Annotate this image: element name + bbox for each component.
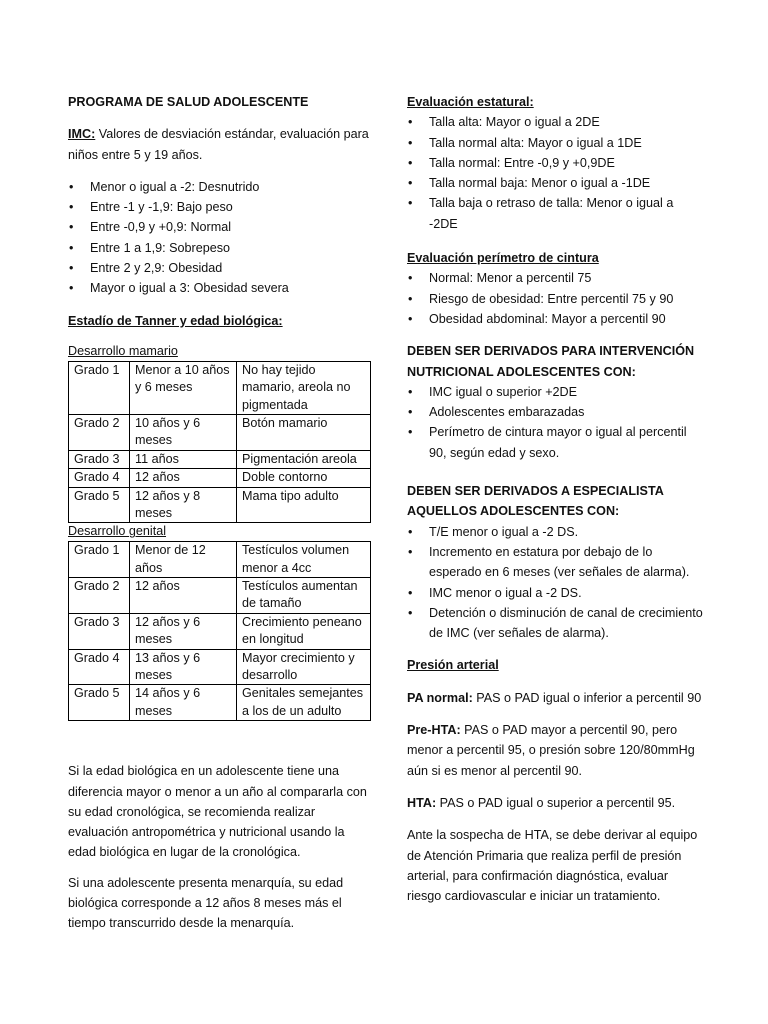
table-cell: Mama tipo adulto xyxy=(237,487,371,523)
presion-heading: Presión arterial xyxy=(407,658,499,673)
table-row xyxy=(69,542,371,578)
table-cell: Menor a 10 años y 6 meses xyxy=(130,361,237,414)
table-cell: Testículos aumentan de tamaño xyxy=(237,578,371,614)
left-column xyxy=(68,92,374,934)
imc-intro xyxy=(68,124,374,165)
hta-derivation-paragraph: Ante la sospecha de HTA, se debe derivar al equipo de Atención Primaria que realiza perfil de presión arterial, para confirmación diagnóstica, evaluar riesgo cardiovascular e iniciar un tratamiento. xyxy=(407,828,698,904)
hta-label: HTA: xyxy=(407,795,437,810)
table-cell: Grado 1 xyxy=(69,542,130,578)
table-row xyxy=(69,613,371,649)
list-item: • Talla baja o retraso de talla: Menor o igual a -2DE xyxy=(407,193,703,234)
table-cell: Grado 3 xyxy=(69,450,130,468)
list-item: • T/E menor o igual a -2 DS. xyxy=(407,522,703,542)
table-cell: Mayor crecimiento y desarrollo xyxy=(237,649,371,685)
imc-label: IMC: xyxy=(68,127,96,142)
table-cell: Grado 2 xyxy=(69,414,130,450)
table-cell: Doble contorno xyxy=(237,469,371,487)
especialista-heading: DEBEN SER DERIVADOS A ESPECIALISTA AQUELLOS ADOLESCENTES CON: xyxy=(407,484,664,519)
genital-caption: Desarrollo genital xyxy=(68,524,167,539)
prehta-label: Pre-HTA: xyxy=(407,723,461,738)
table-cell: Grado 5 xyxy=(69,685,130,721)
mamario-table xyxy=(68,361,371,524)
table-cell: 10 años y 6 meses xyxy=(130,414,237,450)
list-item: • Menor o igual a -2: Desnutrido xyxy=(68,177,374,197)
list-item: • Adolescentes embarazadas xyxy=(407,402,703,422)
table-cell: Grado 4 xyxy=(69,469,130,487)
list-item: • Entre -1 y -1,9: Bajo peso xyxy=(68,197,374,217)
hta-line xyxy=(407,793,703,813)
list-item: • IMC menor o igual a -2 DS. xyxy=(407,583,703,603)
table-cell: 14 años y 6 meses xyxy=(130,685,237,721)
table-row xyxy=(69,414,371,450)
table-cell: 12 años y 8 meses xyxy=(130,487,237,523)
menarquia-paragraph: Si una adolescente presenta menarquía, su edad biológica corresponde a 12 años 8 meses más el tiempo transcurrido desde la menarquía. xyxy=(68,875,344,931)
list-item: • Entre 2 y 2,9: Obesidad xyxy=(68,258,374,278)
table-cell: Botón mamario xyxy=(237,414,371,450)
imc-list xyxy=(68,177,374,299)
table-cell: Grado 5 xyxy=(69,487,130,523)
tanner-heading: Estadío de Tanner y edad biológica: xyxy=(68,313,283,328)
cintura-heading: Evaluación perímetro de cintura xyxy=(407,251,599,266)
pa-normal-label: PA normal: xyxy=(407,690,473,705)
genital-table xyxy=(68,541,371,721)
table-cell: Testículos volumen menor a 4cc xyxy=(237,542,371,578)
page-title: PROGRAMA DE SALUD ADOLESCENTE xyxy=(68,95,309,109)
table-row xyxy=(69,685,371,721)
list-item: • Normal: Menor a percentil 75 xyxy=(407,268,703,288)
table-cell: Crecimiento peneano en longitud xyxy=(237,613,371,649)
estatural-list xyxy=(407,112,703,234)
table-cell: No hay tejido mamario, areola no pigmentada xyxy=(237,361,371,414)
list-item: • Entre 1 a 1,9: Sobrepeso xyxy=(68,238,374,258)
edad-biologica-paragraph: Si la edad biológica en un adolescente tiene una diferencia mayor o menor a un año al compararla con su edad cronológica, se recomienda realizar evaluación antropométrica y nutricional usando la edad biológica en lugar de la cronológica. xyxy=(68,764,367,860)
hta-text: PAS o PAD igual o superior a percentil 95. xyxy=(436,795,676,810)
table-cell: Grado 3 xyxy=(69,613,130,649)
table-cell: Grado 1 xyxy=(69,361,130,414)
nutricional-list xyxy=(407,382,703,463)
table-cell: Grado 2 xyxy=(69,578,130,614)
list-item: • Obesidad abdominal: Mayor a percentil 90 xyxy=(407,309,703,329)
table-cell: Genitales semejantes a los de un adulto xyxy=(237,685,371,721)
estatural-heading: Evaluación estatural: xyxy=(407,95,534,109)
list-item: • Riesgo de obesidad: Entre percentil 75 y 90 xyxy=(407,289,703,309)
table-cell: 12 años xyxy=(130,578,237,614)
prehta-text: PAS o PAD mayor a percentil 90, pero menor a percentil 95, o presión sobre 120/80mmHg aún si es menor al percentil 90. xyxy=(407,723,695,778)
right-column xyxy=(407,92,703,906)
table-cell: 13 años y 6 meses xyxy=(130,649,237,685)
table-row xyxy=(69,578,371,614)
especialista-list xyxy=(407,522,703,644)
list-item: • IMC igual o superior +2DE xyxy=(407,382,703,402)
table-row xyxy=(69,361,371,414)
table-row xyxy=(69,469,371,487)
cintura-list xyxy=(407,268,703,329)
imc-text: Valores de desviación estándar, evaluación para niños entre 5 y 19 años. xyxy=(68,127,369,162)
pa-normal-text: PAS o PAD igual o inferior a percentil 90 xyxy=(472,690,702,705)
list-item: • Talla normal baja: Menor o igual a -1DE xyxy=(407,173,703,193)
list-item: • Detención o disminución de canal de crecimiento de IMC (ver señales de alarma). xyxy=(407,603,703,644)
mamario-caption: Desarrollo mamario xyxy=(68,343,178,358)
nutricional-heading: DEBEN SER DERIVADOS PARA INTERVENCIÓN NUTRICIONAL ADOLESCENTES CON: xyxy=(407,344,695,379)
table-cell: 12 años xyxy=(130,469,237,487)
prehta-line xyxy=(407,720,703,781)
list-item: • Mayor o igual a 3: Obesidad severa xyxy=(68,278,374,298)
table-cell: 12 años y 6 meses xyxy=(130,613,237,649)
table-cell: 11 años xyxy=(130,450,237,468)
table-cell: Pigmentación areola xyxy=(237,450,371,468)
table-row xyxy=(69,487,371,523)
pa-normal-line xyxy=(407,688,703,708)
table-cell: Menor de 12 años xyxy=(130,542,237,578)
list-item: • Talla normal: Entre -0,9 y +0,9DE xyxy=(407,153,703,173)
table-row xyxy=(69,649,371,685)
list-item: • Entre -0,9 y +0,9: Normal xyxy=(68,217,374,237)
table-row xyxy=(69,450,371,468)
list-item: • Talla normal alta: Mayor o igual a 1DE xyxy=(407,133,703,153)
table-cell: Grado 4 xyxy=(69,649,130,685)
list-item: • Incremento en estatura por debajo de lo esperado en 6 meses (ver señales de alarma). xyxy=(407,542,703,583)
list-item: • Talla alta: Mayor o igual a 2DE xyxy=(407,112,703,132)
list-item: • Perímetro de cintura mayor o igual al percentil 90, según edad y sexo. xyxy=(407,422,703,463)
